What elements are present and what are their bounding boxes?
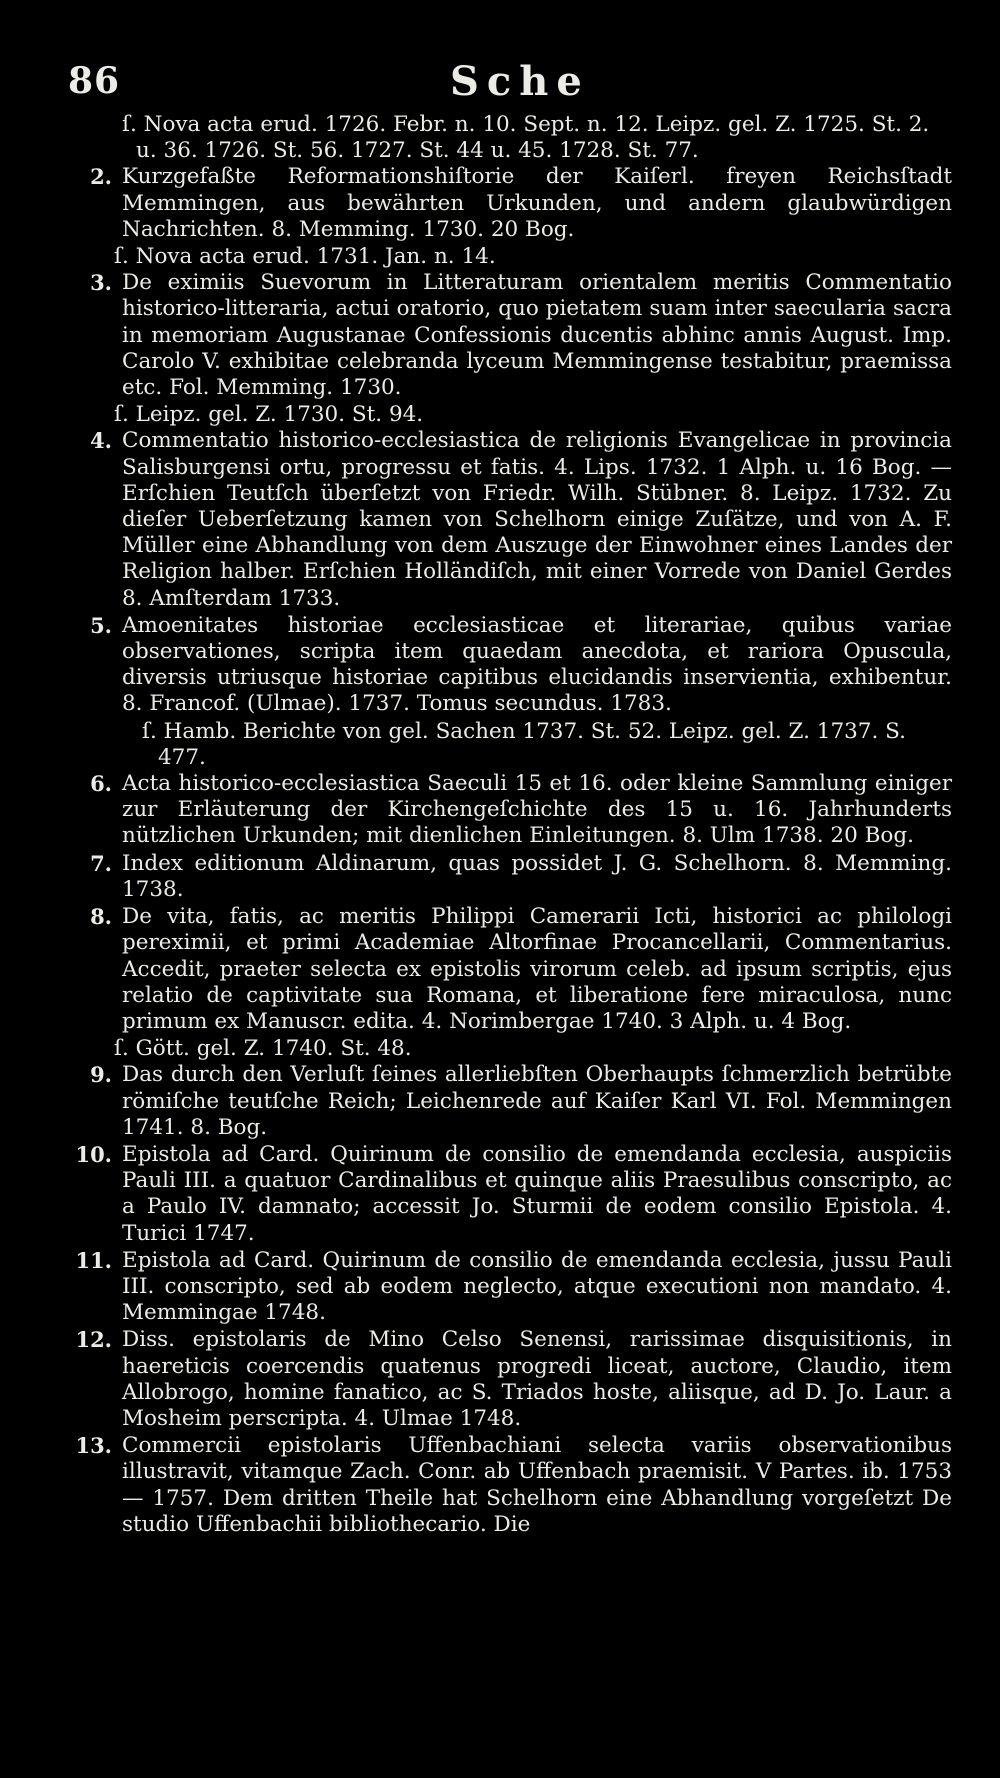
bibliography-entry-10: [60, 1142, 952, 1247]
entry-reference: ſ. Nova acta erud. 1726. Febr. n. 10. Sept. n. 12. Leipz. gel. Z. 1725. St. 2. u. 36. 1726. St. 56. 1727. St. 44 u. 45. 1728. St. 77.: [122, 112, 930, 164]
entry-text: Diss. epistolaris de Mino Celso Senensi, rarissimae disquisitionis, in haereticis coercendis quatenus progredi liceat, auctore, Claudio, item Allobrogo, homine fanatico, ac S. Triados hoste, aliisque, ad D. Jo. Laur. a Mosheim perscripta. 4. Ulmae 1748.: [122, 1327, 952, 1431]
bibliography-entry-11: [60, 1248, 952, 1327]
bibliography-entry-2: [60, 164, 952, 270]
entry-reference: ſ. Nova acta erud. 1731. Jan. n. 14.: [114, 244, 496, 270]
bibliography-entry-13: [60, 1433, 952, 1538]
entry-text: Epistola ad Card. Quirinum de consilio de emendanda ecclesia, jussu Pauli III. conscripto, sed ab eodem neglecto, atque executioni non mandato. 4. Memmingae 1748.: [122, 1247, 952, 1326]
running-head: Sche: [450, 58, 590, 105]
bibliography-entry-12: [60, 1327, 952, 1432]
entry-text: Das durch den Verluſt ſeines allerliebſten Oberhaupts ſchmerzlich betrübte römiſche teutſche Reich; Leichenrede auf Kaiſer Karl VI. Fol. Memmingen 1741. 8. Bog.: [122, 1062, 952, 1140]
bibliography-entry-7: [60, 851, 952, 903]
page-number: 86: [68, 60, 121, 102]
page-header: [60, 56, 940, 112]
entry-number: 12.: [75, 1327, 112, 1353]
bibliography-entry-4: [60, 428, 952, 611]
entry-1-continuation: [60, 112, 952, 164]
entry-text: Epistola ad Card. Quirinum de consilio de emendanda ecclesia, auspiciis Pauli III. a quatuor Cardinalibus et quinque aliis Praesulibus conscripto, ac a Paulo IV. damnato; accessit Jo. Sturmii de eodem consilio Epistola. 4. Turici 1747.: [122, 1141, 952, 1246]
entry-number: 5.: [90, 612, 112, 638]
entry-number: 10.: [75, 1141, 112, 1167]
entry-text: De eximiis Suevorum in Litteraturam orientalem meritis Commentatio historico-litteraria, actui oratorio, quo pietatem suam inter saecularia sacra in memoriam Augustanae Confessionis ducentis abhinc annis August. Imp. Carolo V. exhibitae celebranda lyceum Memmingense testabitur, praemissa etc. Fol. Memming. 1730.: [122, 270, 952, 401]
entry-reference: ſ. Gött. gel. Z. 1740. St. 48.: [114, 1036, 412, 1062]
entry-text: Index editionum Aldinarum, quas possidet J. G. Schelhorn. 8. Memming. 1738.: [122, 850, 952, 902]
bibliography-entry-5: [60, 613, 952, 771]
bibliography-entry-9: [60, 1062, 952, 1141]
entry-number: 13.: [75, 1433, 112, 1459]
entry-number: 11.: [75, 1247, 112, 1273]
entry-reference: ſ. Leipz. gel. Z. 1730. St. 94.: [114, 402, 424, 428]
entry-number: 6.: [90, 771, 112, 797]
entry-number: 2.: [90, 164, 112, 190]
entry-number: 4.: [90, 428, 112, 454]
bibliography-entry-8: [60, 904, 952, 1062]
entry-reference: ſ. Hamb. Berichte von gel. Sachen 1737. St. 52. Leipz. gel. Z. 1737. S. 477.: [142, 718, 906, 770]
entry-number: 9.: [90, 1062, 112, 1088]
entry-number: 3.: [90, 270, 112, 296]
entry-text: Amoenitates historiae ecclesiasticae et literariae, quibus variae observationes, scripta item quaedam anecdota, et rariora Opuscula, diversis utriusque historiae capitibus elucidandis inservientia, exhibentur. 8. Francof. (Ulmae). 1737. Tomus secundus. 1783.: [122, 612, 952, 717]
bibliography-entry-3: [60, 270, 952, 428]
entry-text: Kurzgefaßte Reformationshiſtorie der Kaiſerl. freyen Reichsſtadt Memmingen, aus bewährten Urkunden, und andern glaubwürdigen Nachrichten. 8. Memming. 1730. 20 Bog.: [122, 164, 952, 242]
entry-text: Acta historico-ecclesiastica Saeculi 15 et 16. oder kleine Sammlung einiger zur Erläuterung der Kirchengeſchichte des 15 u. 16. Jahrhunderts nützlichen Urkunden; mit dienlichen Einleitungen. 8. Ulm 1738. 20 Bog.: [122, 771, 952, 849]
entry-number: 7.: [90, 850, 112, 876]
entry-number: 8.: [90, 904, 112, 930]
bibliography-entry-6: [60, 771, 952, 850]
bibliography-list: [60, 112, 952, 1539]
entry-text: De vita, fatis, ac meritis Philippi Camerarii Icti, historici ac philologi pereximii, et primi Academiae Altorfinae Procancellarii, Commentarius. Accedit, praeter selecta ex epistolis virorum celeb. ad ipsum scriptis, ejus relatio de captivitate sua Romana, et liberatione fere miraculosa, nunc primum ex Manuscr. edita. 4. Norimbergae 1740. 3 Alph. u. 4 Bog.: [122, 904, 952, 1034]
entry-text: Commercii epistolaris Uffenbachiani selecta variis observationibus illustravit, vitamque Zach. Conr. ab Uffenbach praemisit. V Partes. ib. 1753 — 1757. Dem dritten Theile hat Schelhorn eine Abhandlung vorgeſetzt De studio Uffenbachii bibliothecario. Die: [122, 1433, 952, 1537]
entry-text: Commentatio historico-ecclesiastica de religionis Evangelicae in provincia Salisburgensi ortu, progressu et fatis. 4. Lips. 1732. 1 Alph. u. 16 Bog. — Erſchien Teutſch überſetzt von Friedr. Wilh. Stübner. 8. Leipz. 1732. Zu dieſer Ueberſetzung kamen von Schelhorn einige Zuſätze, und von A. F. Müller eine Abhandlung von dem Auszuge der Einwohner eines Landes der Religion halber. Erſchien Holländiſch, mit einer Vorrede von Daniel Gerdes 8. Amſterdam 1733.: [122, 428, 952, 611]
